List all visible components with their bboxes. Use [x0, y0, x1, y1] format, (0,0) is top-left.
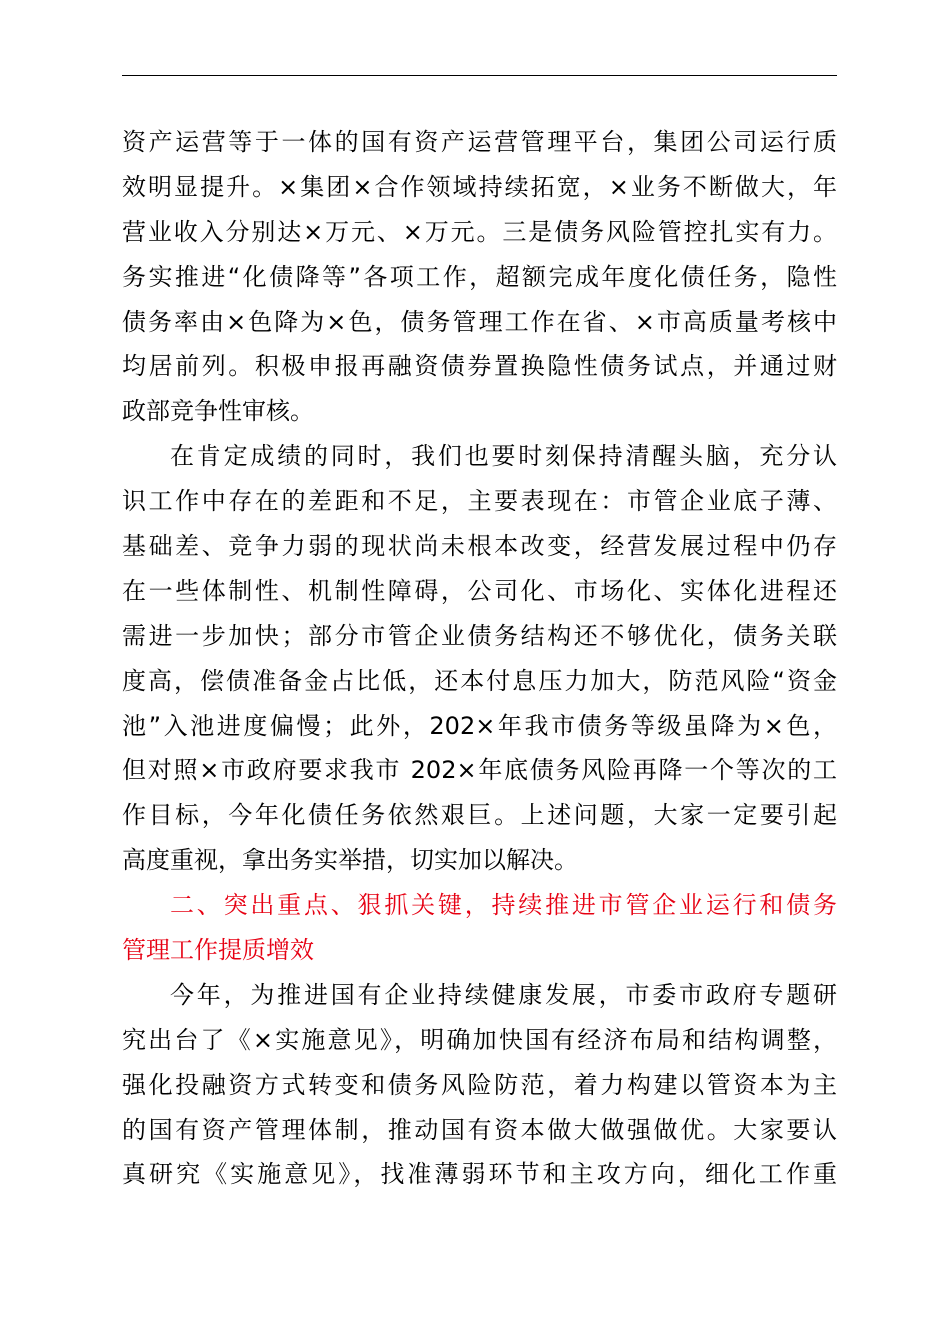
body-text-line: 识工作中存在的差距和不足，主要表现在：市管企业底子薄、	[122, 487, 837, 516]
body-text-line: 强化投融资方式转变和债务风险防范，着力构建以管资本为主	[122, 1070, 837, 1099]
body-text-line: 需进一步加快；部分市管企业债务结构还不够优化，债务关联	[122, 621, 837, 650]
body-text-line: 真研究《实施意见》，找准薄弱环节和主攻方向，细化工作重	[122, 1160, 837, 1189]
body-text-line: 资产运营等于一体的国有资产运营管理平台，集团公司运行质	[122, 128, 837, 156]
document-body	[122, 120, 837, 1197]
section-heading-line: 二、突出重点、狠抓关键，持续推进市管企业运行和债务	[170, 891, 837, 920]
body-text-line: 究出台了《×实施意见》，明确加快国有经济布局和结构调整，	[122, 1025, 837, 1054]
body-text-line: 但对照×市政府要求我市 202×年底债务风险再降一个等次的工	[122, 756, 837, 785]
body-text-line: 在肯定成绩的同时，我们也要时刻保持清醒头脑，充分认	[170, 442, 837, 471]
body-text-line: 池”入池进度偏慢；此外，202×年我市债务等级虽降为×色，	[122, 711, 837, 740]
body-text-line: 度高，偿债准备金占比低，还本付息压力加大，防范风险“资金	[122, 666, 837, 695]
body-text-line: 高度重视，拿出务实举措，切实加以解决。	[122, 846, 578, 875]
body-text-line: 政部竞争性审核。	[122, 397, 314, 426]
body-text-line: 作目标，今年化债任务依然艰巨。上述问题，大家一定要引起	[122, 801, 837, 830]
body-text-line: 在一些体制性、机制性障碍，公司化、市场化、实体化进程还	[122, 576, 837, 605]
body-text-line: 债务率由×色降为×色，债务管理工作在省、×市高质量考核中	[122, 307, 837, 336]
section-heading-line: 管理工作提质增效	[122, 936, 314, 965]
header-rule	[122, 75, 837, 76]
body-text-line: 的国有资产管理体制，推动国有资本做大做强做优。大家要认	[122, 1115, 837, 1144]
body-text-line: 务实推进“化债降等”各项工作，超额完成年度化债任务，隐性	[122, 262, 837, 291]
body-text-line: 今年，为推进国有企业持续健康发展，市委市政府专题研	[170, 980, 837, 1009]
body-text-line: 均居前列。积极申报再融资债券置换隐性债务试点，并通过财	[122, 352, 837, 381]
body-text-line: 效明显提升。×集团×合作领域持续拓宽，×业务不断做大，年	[122, 172, 837, 201]
body-text-line: 营业收入分别达×万元、×万元。三是债务风险管控扎实有力。	[122, 217, 837, 246]
body-text-line: 基础差、竞争力弱的现状尚未根本改变，经营发展过程中仍存	[122, 532, 837, 561]
